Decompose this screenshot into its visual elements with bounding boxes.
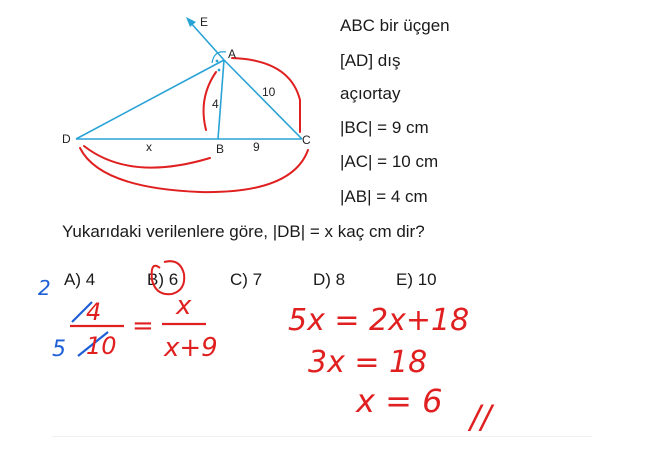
choice-c[interactable]: C) 7 (230, 270, 263, 289)
fraction-denominator: 10 (86, 332, 117, 360)
segment-label-BC: 9 (253, 140, 260, 154)
rhs-denominator: x+9 (164, 333, 218, 363)
choice-e[interactable]: E) 10 (396, 270, 437, 289)
label-D: D (62, 132, 71, 146)
fraction-numerator: 4 (86, 298, 102, 326)
equation-1: 5x = 2x+18 (288, 303, 470, 338)
choice-b[interactable]: B) 6 (147, 270, 179, 289)
segment-label-DB: x (146, 140, 152, 154)
label-E: E (200, 15, 209, 29)
segment-label-AC: 10 (262, 85, 276, 99)
rhs-numerator: x (176, 291, 192, 321)
given-ac: |AC| = 10 cm (340, 152, 439, 171)
equation-2: 3x = 18 (308, 345, 428, 380)
given-ab: |AB| = 4 cm (340, 187, 428, 206)
equation-3: x = 6 (356, 382, 443, 420)
question-text: Yukarıdaki verilenlere göre, |DB| = x kaç cm dir? (62, 222, 425, 241)
segment-label-AB: 4 (212, 97, 219, 111)
final-mark: // (470, 398, 492, 436)
given-bc: |BC| = 9 cm (340, 118, 429, 137)
blue-two: 2 (38, 276, 51, 300)
choice-a[interactable]: A) 4 (64, 270, 96, 289)
fraction-equals: = (132, 311, 154, 341)
choice-d[interactable]: D) 8 (313, 270, 346, 289)
bottom-divider (52, 436, 592, 437)
given-line-2: [AD] dış (340, 51, 401, 70)
label-B: B (216, 142, 225, 156)
label-C: C (302, 133, 311, 147)
label-A: A (228, 47, 237, 61)
given-line-3: açıortay (340, 84, 401, 103)
answer-circle (152, 261, 185, 294)
given-line-1: ABC bir üçgen (340, 16, 450, 35)
blue-five: 5 (52, 337, 66, 362)
